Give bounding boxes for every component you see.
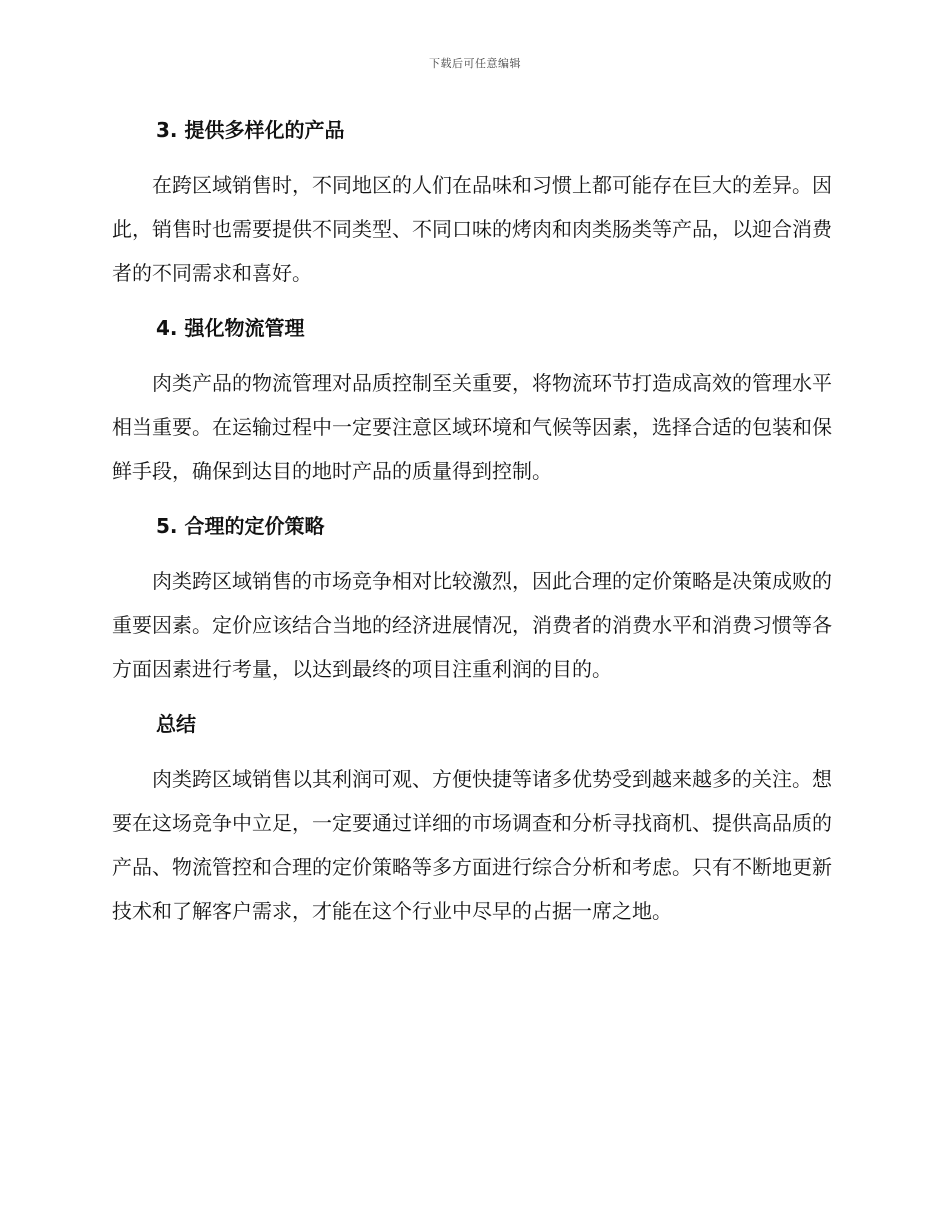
section-heading: 总结 <box>156 712 196 736</box>
section-diverse-products <box>112 115 832 295</box>
section-paragraph: 在跨区域销售时，不同地区的人们在品味和习惯上都可能存在巨大的差异。因此，销售时也需要提供不同类型、不同口味的烤肉和肉类肠类等产品，以迎合消费者的不同需求和喜好。 <box>112 173 832 285</box>
section-heading: 5. 合理的定价策略 <box>156 514 325 538</box>
section-paragraph: 肉类跨区域销售的市场竞争相对比较激烈，因此合理的定价策略是决策成败的重要因素。定价应该结合当地的经济进展情况，消费者的消费水平和消费习惯等各方面因素进行考量，以达到最终的项目注重利润的目的。 <box>112 569 832 681</box>
document-body <box>112 115 832 951</box>
section-paragraph: 肉类跨区域销售以其利润可观、方便快捷等诸多优势受到越来越多的关注。想要在这场竞争中立足，一定要通过详细的市场调查和分析寻找商机、提供高品质的产品、物流管控和合理的定价策略等多方面进行综合分析和考虑。只有不断地更新技术和了解客户需求，才能在这个行业中尽早的占据一席之地。 <box>112 767 832 923</box>
section-logistics <box>112 313 832 493</box>
section-heading: 3. 提供多样化的产品 <box>156 118 345 142</box>
section-paragraph: 肉类产品的物流管理对品质控制至关重要，将物流环节打造成高效的管理水平相当重要。在运输过程中一定要注意区域环境和气候等因素，选择合适的包装和保鲜手段，确保到达目的地时产品的质量得到控制。 <box>112 371 832 483</box>
section-summary <box>112 709 832 933</box>
section-heading: 4. 强化物流管理 <box>156 316 305 340</box>
header-note: 下载后可任意编辑 <box>429 57 521 70</box>
section-pricing <box>112 511 832 691</box>
